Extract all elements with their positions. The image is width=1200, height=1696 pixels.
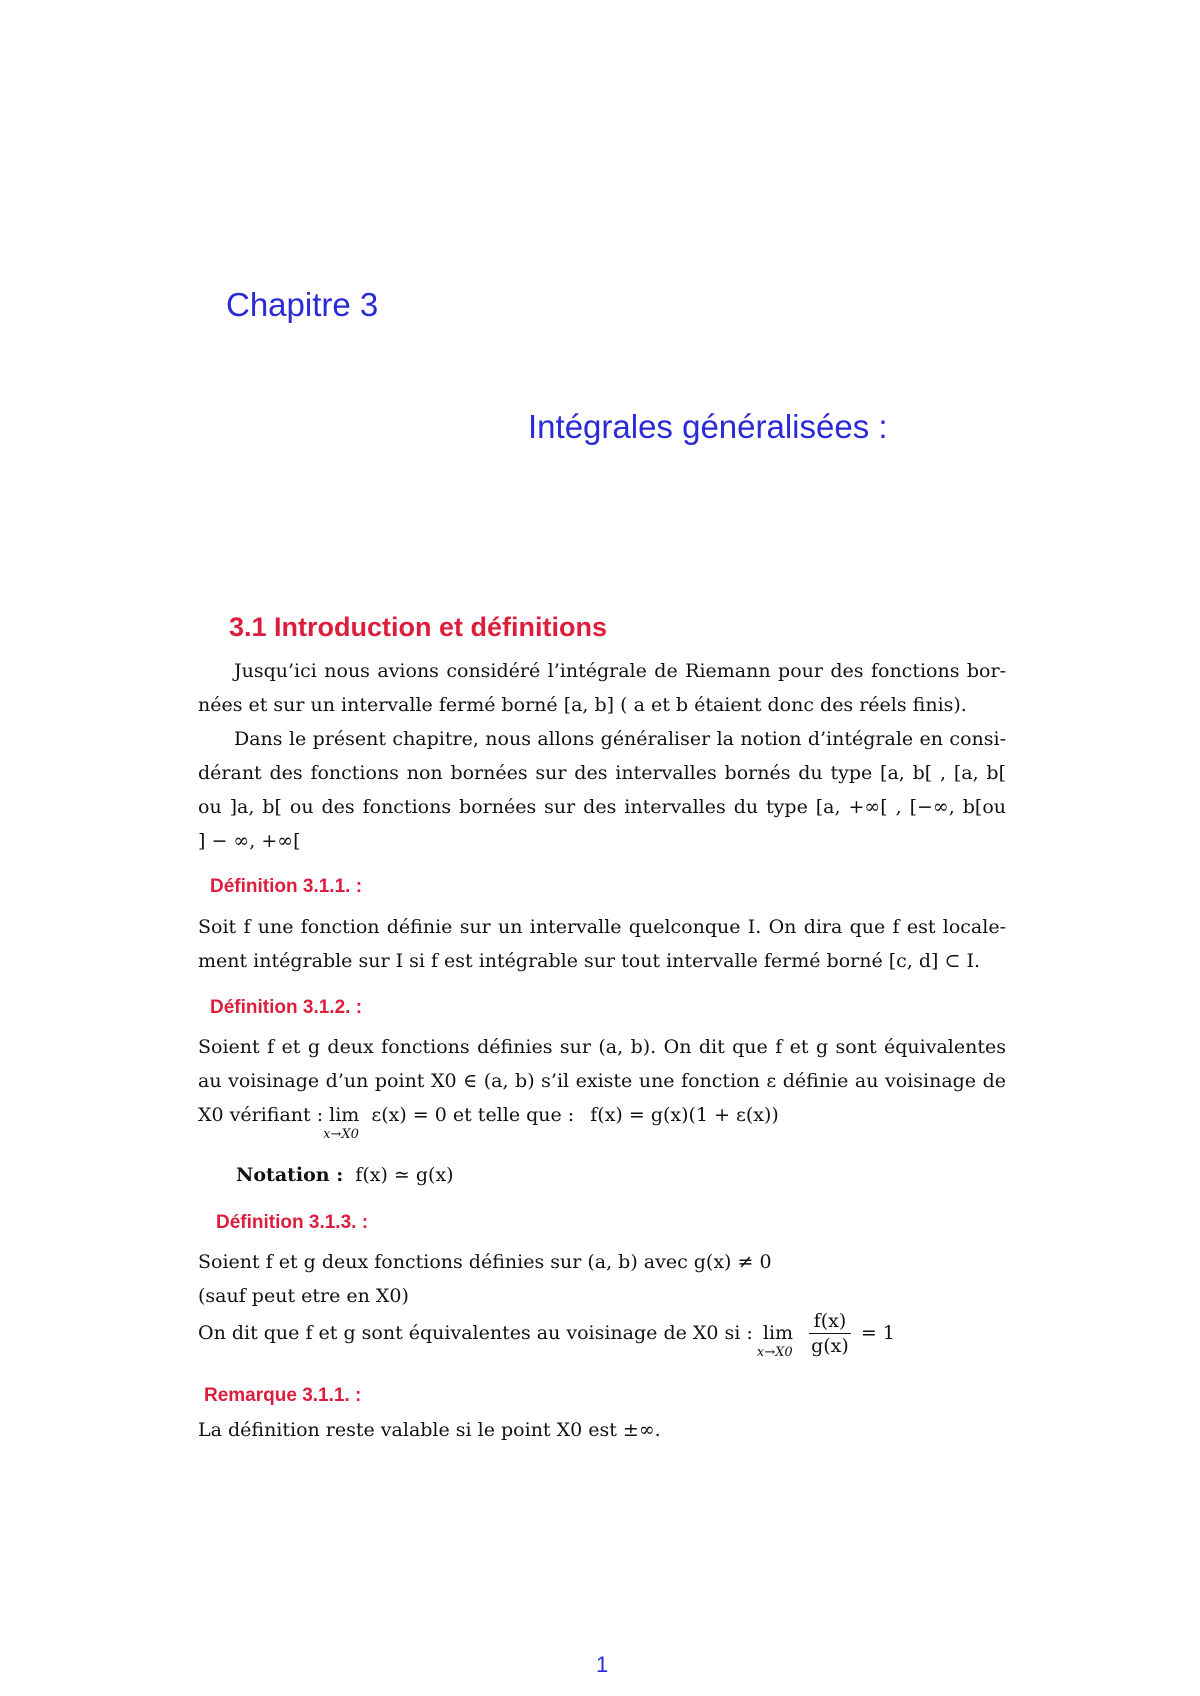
section-heading: 3.1 Introduction et définitions <box>229 612 607 642</box>
definition-3-1-2-equivalence-formula: f(x) = g(x)(1 + ε(x)) <box>590 1104 779 1126</box>
definition-3-1-2-line-1: Soient f et g deux fonctions définies sur (a, b). On dit que f et g sont équivalentes <box>198 1036 1006 1058</box>
definition-3-1-3-heading: Définition 3.1.3. : <box>216 1212 369 1233</box>
limit-operator: lim <box>329 1104 360 1126</box>
remark-3-1-1-heading: Remarque 3.1.1. : <box>204 1385 362 1406</box>
fraction-denominator: g(x) <box>811 1335 849 1357</box>
definition-3-1-1-line-2: ment intégrable sur I si f est intégrable sur tout intervalle fermé borné [c, d] ⊂ I. <box>198 950 980 972</box>
fraction-numerator: f(x) <box>809 1312 851 1334</box>
intro-paragraph-2-line-1: Dans le présent chapitre, nous allons généraliser la notion d’intégrale en consi- <box>234 728 1006 750</box>
definition-3-1-2-heading: Définition 3.1.2. : <box>210 997 363 1018</box>
limit-subscript: x→X0 <box>323 1127 359 1142</box>
notation-formula: f(x) ≃ g(x) <box>355 1164 454 1186</box>
remark-3-1-1-line-1: La définition reste valable si le point X0 est ±∞. <box>198 1419 661 1441</box>
definition-3-1-3-line-1: Soient f et g deux fonctions définies sur (a, b) avec g(x) ≠ 0 <box>198 1251 772 1273</box>
page-number: 1 <box>596 1652 609 1677</box>
notation-label: Notation : <box>236 1164 344 1186</box>
intro-paragraph-2-line-3: ou ]a, b[ ou des fonctions bornées sur des intervalles du type [a, +∞[ , [−∞, b[ou <box>198 796 1006 818</box>
intro-paragraph-1-line-1: Jusqu’ici nous avions considéré l’intégrale de Riemann pour des fonctions bor- <box>234 660 1006 682</box>
ratio-fraction <box>809 1312 851 1356</box>
limit-subscript: x→X0 <box>756 1345 793 1360</box>
definition-3-1-3-line-3 <box>198 1310 895 1360</box>
limit-expression <box>756 1322 794 1360</box>
definition-3-1-2-line-3-start: X0 vérifiant : <box>198 1104 324 1126</box>
definition-3-1-2-line-3 <box>198 1104 779 1142</box>
notation-line <box>236 1166 454 1185</box>
intro-paragraph-2-line-2: dérant des fonctions non bornées sur des intervalles bornés du type [a, b[ , [a, b[ <box>198 762 1006 784</box>
limit-operator: lim <box>762 1322 794 1344</box>
definition-3-1-3-line-3-end: = 1 <box>860 1322 895 1344</box>
chapter-title: Intégrales généralisées : <box>528 408 888 445</box>
definition-3-1-1-heading: Définition 3.1.1. : <box>210 876 363 897</box>
definition-3-1-2-line-3-middle: ε(x) = 0 et telle que : <box>371 1104 575 1126</box>
definition-3-1-3-line-3-start: On dit que f et g sont équivalentes au voisinage de X0 si : <box>198 1322 753 1344</box>
chapter-label: Chapitre 3 <box>226 286 379 323</box>
limit-expression <box>323 1104 360 1142</box>
intro-paragraph-1-line-2: nées et sur un intervalle fermé borné [a, b] ( a et b étaient donc des réels finis). <box>198 694 967 716</box>
intro-paragraph-2-line-4: ] − ∞, +∞[ <box>198 830 301 852</box>
definition-3-1-1-line-1: Soit f une fonction définie sur un intervalle quelconque I. On dira que f est locale- <box>198 916 1006 938</box>
definition-3-1-3-line-2: (sauf peut etre en X0) <box>198 1285 409 1307</box>
definition-3-1-2-line-2: au voisinage d’un point X0 ∈ (a, b) s’il existe une fonction ε définie au voisinage de <box>198 1070 1006 1092</box>
